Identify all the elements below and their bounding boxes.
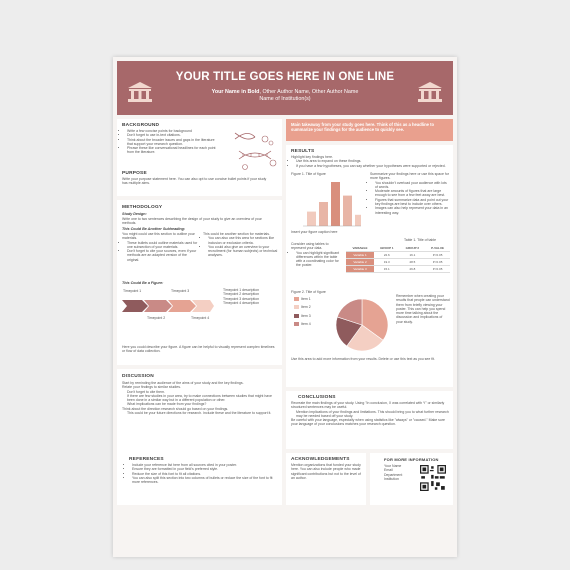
results-summary-list [370, 181, 450, 215]
materials-left-bullet: • Don't forget to cite your sources, even if your methods are an adapted version of the original. [127, 249, 198, 262]
table-cell: P<0.05 [425, 259, 450, 266]
legend-swatch [294, 322, 299, 326]
figure1-title: Figure 1. Title of figure [291, 172, 326, 176]
materials-right [203, 232, 279, 258]
table-side-text [291, 242, 343, 268]
dna-microscope-icon [225, 129, 279, 171]
background-text [122, 129, 217, 155]
pie-legend-item [294, 297, 311, 301]
timepoint-desc-1: Timepoint 1 description [223, 288, 260, 292]
materials-left [122, 232, 198, 262]
table-row [346, 266, 450, 273]
table-cell: 19.3 [374, 259, 400, 266]
references-card [117, 453, 282, 505]
discussion-line-6: Think about the direction research should go based on your findings. [122, 406, 229, 411]
legend-swatch [294, 297, 299, 301]
discussion-line-7: This could be your future directions for research. Include these and the literature to support it. [127, 411, 272, 416]
purpose-text: Write your purpose statement here. You can also opt to use concise bullet points if your study has multiple aims. [122, 177, 267, 186]
background-bullet: • Phrase these like conversational headlines for each point from the literature. [127, 146, 217, 155]
table-header-cell: P-VALUE [425, 245, 450, 252]
reference-bullet: • Ensure they are formatted in your field's preferred style. [132, 467, 277, 471]
conclusions-line-1: Recreate the main findings of your study. Using "In conclusion, X was correlated with Y" or similarly structured sentences may be useful. [291, 401, 445, 410]
timepoint-desc-2: Timepoint 2 description [223, 292, 260, 297]
references-list [127, 463, 277, 484]
other-authors: , Other Author Name, Other Author Name [259, 89, 359, 95]
conclusions-line-3: Be careful with your language, especially when using statistics like "always" or "caused." Make sure your language of your conclusions matches your research question. [291, 418, 445, 427]
table-cell: 28.5 [400, 259, 426, 266]
more-info-department: Department [384, 472, 403, 477]
reference-bullet: • You can also split this section into two columns of bullets or reduce the size of the font to fit more references. [132, 476, 277, 485]
table-row [346, 252, 450, 259]
methodology-subheading-2: This Could Be a Figure: [122, 281, 164, 285]
materials-right-list [203, 236, 279, 257]
background-heading: BACKGROUND [122, 123, 160, 128]
results-intro-line: Highlight key findings here. [291, 155, 334, 159]
reference-bullet: • Reduce the size of this font to fit all citations. [132, 472, 277, 476]
poster-title: YOUR TITLE GOES HERE IN ONE LINE [175, 71, 395, 83]
figure2-pie-chart [334, 297, 390, 353]
acknowledgements-heading: ACKNOWLEDGEMENTS [291, 457, 350, 462]
legend-swatch [294, 305, 299, 309]
materials-right-intro: This could be another section for materials. [203, 232, 270, 236]
institution-building-icon-left [127, 81, 153, 103]
timepoint-label-2: Timepoint 2 [147, 316, 166, 320]
pie-description: Remember when creating your results that people can understand them from briefly viewing your poster. This can help you spend more time talking about the discussion and implications of your study. [396, 294, 450, 324]
conclusions-heading: CONCLUSIONS [298, 395, 336, 400]
primary-author: Your Name in Bold [211, 89, 260, 95]
results-intro-list [291, 159, 449, 168]
methodology-heading: METHODOLOGY [122, 205, 163, 210]
study-design-label: Study Design: [122, 212, 147, 216]
discussion-line-4: If there are few studies in your area, try to make connections between studies that might have been done in a similar way but in a different population or other. [127, 393, 272, 403]
results-summary-bullet: • Images can also help represent your data in an interesting way. [375, 206, 450, 215]
more-info-name: Your Name [384, 464, 402, 468]
figure1-bar [343, 196, 352, 226]
table-cell: Variable 3 [346, 266, 374, 273]
qr-code-icon [420, 465, 446, 491]
background-list [122, 129, 217, 155]
table-row [346, 259, 450, 266]
more-info-card [370, 453, 453, 505]
legend-label: Item 3 [301, 313, 311, 318]
figure1-bar [319, 202, 328, 226]
table-header-cell: VARIABLE [346, 245, 374, 252]
table-cell: 26.8 [400, 266, 426, 273]
discussion-card [117, 369, 282, 465]
reference-bullet: • Include your reference list here from all sources cited in your poster. [132, 463, 277, 467]
study-design-text: Write one to two sentences describing the design of your study to give an overview of your methods. [122, 217, 262, 226]
table-cell: 15.1 [374, 266, 400, 273]
timepoint-label-4: Timepoint 4 [191, 316, 210, 320]
discussion-line-1: Start by reminding the audience of the aims of your study and the key findings. [122, 381, 244, 385]
results-card [286, 145, 453, 387]
table-side-bullet: • You can highlight significant differences within the table with a coordinating color for the poster. [296, 251, 343, 268]
background-bullet: • Write a few concise points for background [127, 129, 217, 133]
pie-legend-item [294, 305, 311, 309]
figure2-title: Figure 2. Title of figure [291, 290, 326, 294]
methodology-subheading-1: This Could Be Another Subheading: [122, 227, 186, 231]
methodology-card [117, 200, 282, 365]
legend-label: Item 1 [301, 297, 311, 301]
conclusions-line-2: Mention implications of your findings and limitations. This should bring you to what further research may be needed based off your study. [296, 409, 449, 418]
table-side-list [291, 251, 343, 268]
table-side-intro: Consider using tables to represent your data. [291, 242, 329, 251]
timepoint-label-1: Timepoint 1 [123, 289, 142, 293]
table-cell: P<0.05 [425, 252, 450, 259]
legend-label: Item 2 [301, 305, 311, 310]
pie-legend-item [294, 314, 311, 318]
discussion-line-2: Relate your findings to similar studies. [122, 385, 181, 390]
table-header-cell: GROUP 1 [374, 245, 400, 252]
results-intro-bullet: • If you have a few hypotheses, you can say whether your hypotheses were supported or rejected. [296, 164, 449, 168]
acknowledgements-card [286, 453, 366, 505]
timepoint-label-3: Timepoint 3 [171, 289, 190, 293]
references-heading: REFERENCES [129, 457, 164, 462]
timepoint-desc-3: Timepoint 3 description [223, 296, 260, 301]
figure1-bar [331, 182, 340, 226]
table-cell: Variable 2 [346, 259, 374, 266]
pie-legend [294, 297, 311, 330]
materials-left-bullet: • These bullets could outline materials used for one subsection of your materials. [127, 241, 198, 250]
results-table-body [346, 252, 450, 273]
table1-title: Table 1. Title of table [404, 238, 437, 242]
acknowledgements-text: Mention organizations that funded your study here. You can also include people who made significant contributions but not to the level of an author. [291, 463, 361, 480]
references-text [127, 463, 277, 484]
conclusions-text [291, 401, 449, 427]
table-header-cell: GROUP 2 [400, 245, 426, 252]
timepoint-descriptions [223, 288, 281, 305]
figure1-bar [355, 215, 361, 226]
poster-bottom-margin [117, 509, 453, 553]
main-takeaway: Main takeaway from your study goes here. Think of this as a headline to summarize your findings for the audience to quickly see. [286, 119, 453, 141]
discussion-line-3: Don't forget to cite them. [127, 389, 166, 394]
results-summary-bullet: • You shouldn't overload your audience with lots of words. [375, 181, 450, 190]
table-cell: P<0.05 [425, 266, 450, 273]
poster-authors [117, 89, 453, 95]
discussion-text [122, 381, 277, 415]
figure-caption-methods: Here you could describe your figure. A figure can be helpful to visually represent complex timelines or flow of data collection. [122, 345, 275, 354]
timeline-arrows [122, 298, 214, 314]
poster-header [117, 61, 453, 115]
materials-left-list [122, 241, 198, 262]
table-cell: 22.6 [374, 252, 400, 259]
background-bullet: • Don't forget to use in-text citations. [127, 133, 217, 137]
results-intro-bullet: • Use this area to expand on these findings. [296, 159, 449, 163]
materials-right-bullet: • You could also give an overview to your recruitment (for human subjects) or technical analyses. [208, 245, 279, 258]
more-info-heading: FOR MORE INFORMATION [384, 457, 439, 462]
discussion-heading: DISCUSSION [122, 374, 154, 379]
results-footer: Use this area to add more information from your results. Delete or use this text as you see fit. [291, 357, 435, 361]
more-info-email: Email [384, 468, 393, 473]
table-cell: Variable 1 [346, 252, 374, 259]
background-bullet: • Think about the broader issues and gaps in the literature that support your research question. [127, 138, 217, 147]
results-summary-intro: Summarize your findings here or use this space for more figures. [370, 172, 449, 181]
table-cell: 16.1 [400, 252, 426, 259]
legend-swatch [294, 314, 299, 318]
results-intro [291, 155, 449, 168]
results-summary-bullet: • Figures that summarize data and point out your key findings are best to include over others. [375, 198, 450, 207]
results-heading: RESULTS [291, 149, 315, 154]
discussion-line-5: What implications can be made from your findings? [127, 402, 207, 407]
results-summary [370, 172, 450, 215]
purpose-heading: PURPOSE [122, 171, 147, 176]
poster-institution: Name of Institution(s) [259, 96, 311, 102]
more-info-lines [384, 464, 402, 481]
more-info-institution: Institution [384, 476, 399, 481]
timepoint-desc-4: Timepoint 4 description [223, 300, 260, 305]
results-table [346, 245, 450, 273]
figure1-caption: Insert your figure caption here [291, 230, 338, 234]
institution-building-icon-right [417, 81, 443, 103]
legend-label: Item 4 [301, 321, 311, 326]
pie-legend-item [294, 322, 311, 326]
poster [113, 57, 457, 557]
background-card [117, 119, 282, 196]
figure1-bar [307, 212, 316, 226]
conclusions-card [286, 391, 453, 449]
figure1-bar-chart [291, 178, 361, 228]
results-summary-bullet: • Moderate amounts of figures that are large enough to see from a few feet away are best. [375, 189, 450, 198]
materials-left-intro: You might could use this section to outline your materials. [122, 232, 195, 241]
materials-right-bullet: • You can also use this area for sections like inclusion or exclusion criteria. [208, 236, 279, 245]
